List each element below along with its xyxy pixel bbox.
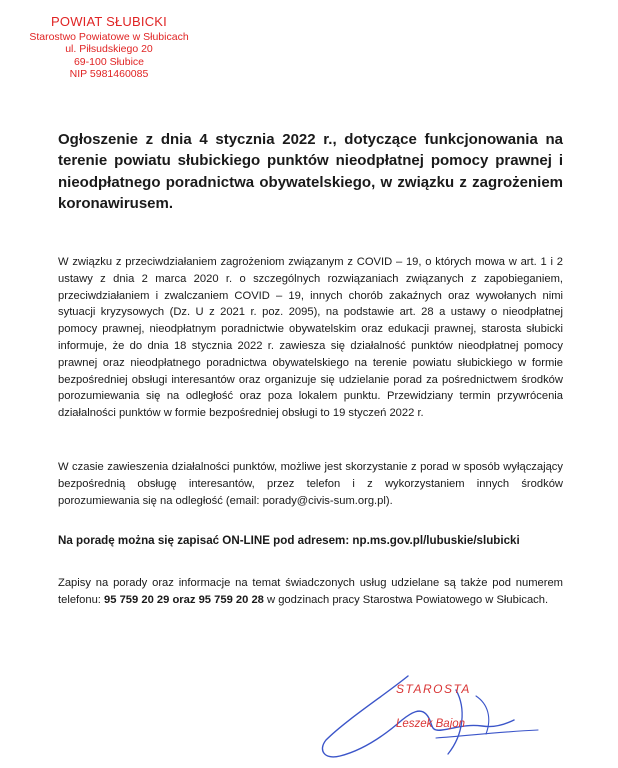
announcement-title: Ogłoszenie z dnia 4 stycznia 2022 r., dotyczące funkcjonowania na terenie powiatu słubickiego punktów nieodpłatnej pomocy prawnej i nieodpłatnego poradnictwa obywatelskiego, w związku z zagrożeniem koronawirusem. bbox=[58, 131, 563, 212]
stamp-title: STAROSTA bbox=[396, 682, 471, 696]
letterhead-nip: NIP 5981460085 bbox=[69, 68, 149, 81]
letterhead-street: ul. Piłsudskiego 20 bbox=[65, 43, 153, 56]
phone-text-after: w godzinach pracy Starostwa Powiatowego w Słubicach. bbox=[263, 593, 549, 606]
signature-block bbox=[316, 668, 556, 764]
phone-text-before: Zapisy na porady oraz informacje na temat świadczonych usług udzielane są także pod numerem telefonu: bbox=[58, 577, 563, 606]
letterhead-office: Starostwo Powiatowe w Słubicach bbox=[29, 30, 189, 43]
paragraph-remote-advice: W czasie zawieszenia działalności punktów, możliwe jest skorzystanie z porad w sposób wyłączający bezpośrednią obsługę interesantów, przez telefon i z wykorzystaniem innych środków porozumiewania się na odległość (email: porady@civis-sum.org.pl). bbox=[58, 461, 563, 507]
letterhead-org-name: POWIAT SŁUBICKI bbox=[51, 14, 167, 29]
paragraph-covid-suspension: W związku z przeciwdziałaniem zagrożeniom związanym z COVID – 19, o których mowa w art. 1 i 2 ustawy z dnia 2 marca 2020 r. o szczególnych rozwiązaniach związanych z zapobieganiem, przeciwdziałaniem i zwalczaniem COVID – 19, innych chorób zakaźnych oraz wywołanych nimi sytuacji kryzysowych (Dz. U z 2021 r. poz. 2095), na podstawie art. 28 a ustawy o nieodpłatnej pomocy prawnej, nieodpłatnym poradnictwie obywatelskim oraz edukacji prawnej, starosta słubicki informuje, że do dnia 18 stycznia 2022 r. zawiesza się działalność punktów nieodpłatnej pomocy prawnej oraz nieodpłatnego poradnictwa obywatelskiego na terenie powiatu słubickiego w formie bezpośredniej obsługi interesantów oraz organizuje się udzielanie porad za pośrednictwem środków porozumiewania się na odległość oraz poza lokalem punktu. Przewidziany termin przywrócenia działalności punktów w formie bezpośredniej obsługi to 19 styczeń 2022 r. bbox=[58, 256, 563, 420]
letterhead-postal: 69-100 Słubice bbox=[73, 55, 145, 68]
stamp-name: Leszek Bajon bbox=[396, 718, 466, 730]
paragraph-phone-registration bbox=[58, 575, 563, 609]
phone-numbers: 95 759 20 29 oraz 95 759 20 28 bbox=[104, 593, 264, 606]
letterhead bbox=[14, 14, 204, 81]
paragraph-online-registration: Na poradę można się zapisać ON-LINE pod adresem: np.ms.gov.pl/lubuskie/slubicki bbox=[58, 534, 520, 547]
